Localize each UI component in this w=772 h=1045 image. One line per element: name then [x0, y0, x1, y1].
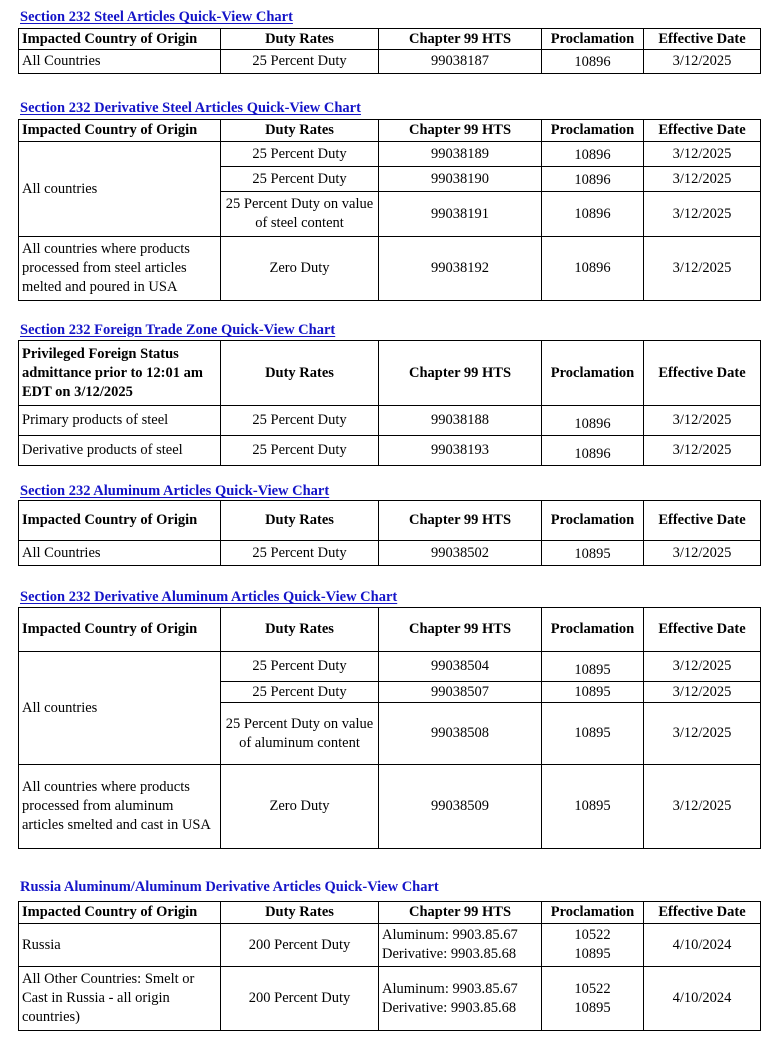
cell-duty: 25 Percent Duty [221, 436, 379, 466]
header-proclamation: Proclamation [542, 120, 644, 142]
table-header-row [19, 341, 761, 406]
cell-hts: 99038193 [379, 436, 542, 466]
table-row [19, 924, 761, 967]
cell-proclamation: 10895 [542, 703, 644, 765]
cell-country: All Countries [19, 50, 221, 74]
russia-table [18, 901, 761, 1031]
table-row [19, 765, 761, 849]
table-header-row [19, 120, 761, 142]
cell-effective: 3/12/2025 [644, 652, 761, 682]
header-country: Impacted Country of Origin [19, 902, 221, 924]
cell-proclamation: 10896 [542, 142, 644, 167]
cell-effective: 3/12/2025 [644, 765, 761, 849]
header-hts: Chapter 99 HTS [379, 29, 542, 50]
cell-duty: 25 Percent Duty [221, 652, 379, 682]
cell-hts: 99038192 [379, 237, 542, 301]
cell-effective: 3/12/2025 [644, 682, 761, 703]
header-effective: Effective Date [644, 341, 761, 406]
table-header-row [19, 902, 761, 924]
derivative-steel-chart-title: Section 232 Derivative Steel Articles Quick-View Chart [20, 100, 361, 116]
aluminum-table [18, 500, 761, 566]
header-duty: Duty Rates [221, 29, 379, 50]
header-duty: Duty Rates [221, 608, 379, 652]
cell-country: All Other Countries: Smelt or Cast in Russia - all origin countries) [19, 967, 221, 1031]
header-proclamation: Proclamation [542, 29, 644, 50]
cell-duty: 25 Percent Duty [221, 50, 379, 74]
ftz-chart-title: Section 232 Foreign Trade Zone Quick-View Chart [20, 322, 336, 338]
header-proclamation: Proclamation [542, 608, 644, 652]
header-duty: Duty Rates [221, 120, 379, 142]
table-row [19, 436, 761, 466]
header-privileged-status: Privileged Foreign Status admittance prior to 12:01 am EDT on 3/12/2025 [19, 341, 221, 406]
header-country: Impacted Country of Origin [19, 501, 221, 541]
proclamation-2: 10895 [574, 946, 611, 962]
header-country: Impacted Country of Origin [19, 608, 221, 652]
header-proclamation: Proclamation [542, 902, 644, 924]
cell-effective: 3/12/2025 [644, 142, 761, 167]
cell-duty: 25 Percent Duty on value of steel content [221, 192, 379, 237]
russia-chart-title: Russia Aluminum/Aluminum Derivative Articles Quick-View Chart [20, 879, 439, 895]
cell-proclamation: 10896 [542, 167, 644, 192]
cell-proclamation: 10896 [542, 237, 644, 301]
cell-effective: 3/12/2025 [644, 541, 761, 566]
table-row [19, 541, 761, 566]
steel-table [18, 28, 761, 74]
cell-country: Derivative products of steel [19, 436, 221, 466]
header-duty: Duty Rates [221, 902, 379, 924]
table-row [19, 142, 761, 167]
cell-effective: 3/12/2025 [644, 237, 761, 301]
steel-chart-title: Section 232 Steel Articles Quick-View Chart [20, 9, 293, 25]
header-hts: Chapter 99 HTS [379, 608, 542, 652]
cell-effective: 3/12/2025 [644, 50, 761, 74]
header-effective: Effective Date [644, 120, 761, 142]
cell-hts: 99038189 [379, 142, 542, 167]
header-effective: Effective Date [644, 608, 761, 652]
hts-aluminum: Aluminum: 9903.85.67 [382, 927, 518, 943]
cell-hts: 99038188 [379, 406, 542, 436]
cell-proclamation: 10896 [542, 192, 644, 237]
derivative-aluminum-table [18, 607, 761, 849]
cell-duty: 200 Percent Duty [221, 924, 379, 967]
cell-effective: 3/12/2025 [644, 192, 761, 237]
header-hts: Chapter 99 HTS [379, 341, 542, 406]
header-country: Impacted Country of Origin [19, 29, 221, 50]
proclamation-1: 10522 [574, 980, 611, 997]
proclamation-2: 10895 [574, 999, 611, 1016]
header-country: Impacted Country of Origin [19, 120, 221, 142]
table-header-row [19, 608, 761, 652]
cell-proclamation [542, 967, 644, 1031]
cell-effective: 4/10/2024 [644, 967, 761, 1031]
cell-duty: 25 Percent Duty [221, 142, 379, 167]
table-header-row [19, 29, 761, 50]
cell-country: All Countries [19, 541, 221, 566]
cell-hts: 99038502 [379, 541, 542, 566]
cell-effective: 4/10/2024 [644, 924, 761, 967]
cell-country: All countries where products processed from steel articles melted and poured in USA [19, 237, 221, 301]
cell-effective: 3/12/2025 [644, 703, 761, 765]
cell-duty: 25 Percent Duty [221, 682, 379, 703]
table-row [19, 237, 761, 301]
hts-derivative: Derivative: 9903.85.68 [382, 999, 517, 1016]
header-hts: Chapter 99 HTS [379, 120, 542, 142]
header-proclamation: Proclamation [542, 501, 644, 541]
ftz-table [18, 340, 761, 466]
cell-proclamation [542, 924, 644, 967]
cell-duty: 25 Percent Duty on value of aluminum content [221, 703, 379, 765]
cell-duty: 25 Percent Duty [221, 406, 379, 436]
cell-duty: Zero Duty [221, 765, 379, 849]
cell-effective: 3/12/2025 [644, 406, 761, 436]
header-effective: Effective Date [644, 501, 761, 541]
derivative-aluminum-chart-title: Section 232 Derivative Aluminum Articles Quick-View Chart [20, 589, 398, 605]
table-row [19, 50, 761, 74]
cell-hts: 99038190 [379, 167, 542, 192]
header-effective: Effective Date [644, 902, 761, 924]
aluminum-chart-title: Section 232 Aluminum Articles Quick-View Chart [20, 483, 330, 499]
cell-country-group: All countries [19, 142, 221, 237]
cell-duty: 25 Percent Duty [221, 541, 379, 566]
header-proclamation: Proclamation [542, 341, 644, 406]
table-header-row [19, 501, 761, 541]
cell-hts: 99038509 [379, 765, 542, 849]
table-row [19, 967, 761, 1031]
cell-effective: 3/12/2025 [644, 436, 761, 466]
hts-derivative: Derivative: 9903.85.68 [382, 946, 517, 962]
header-duty: Duty Rates [221, 501, 379, 541]
header-hts: Chapter 99 HTS [379, 902, 542, 924]
cell-country: Primary products of steel [19, 406, 221, 436]
header-effective: Effective Date [644, 29, 761, 50]
cell-hts: 99038507 [379, 682, 542, 703]
cell-country: All countries where products processed from aluminum articles smelted and cast in USA [19, 765, 221, 849]
cell-hts: 99038191 [379, 192, 542, 237]
cell-proclamation: 10896 [542, 436, 644, 466]
cell-hts: 99038504 [379, 652, 542, 682]
header-duty: Duty Rates [221, 341, 379, 406]
cell-duty: 25 Percent Duty [221, 167, 379, 192]
table-row [19, 652, 761, 682]
cell-proclamation: 10895 [542, 541, 644, 566]
cell-proclamation: 10896 [542, 50, 644, 74]
proclamation-1: 10522 [574, 927, 611, 943]
derivative-steel-table [18, 119, 761, 301]
cell-hts [379, 967, 542, 1031]
cell-hts: 99038508 [379, 703, 542, 765]
cell-proclamation: 10895 [542, 682, 644, 703]
cell-hts [379, 924, 542, 967]
table-row [19, 406, 761, 436]
cell-country: Russia [19, 924, 221, 967]
cell-proclamation: 10895 [542, 652, 644, 682]
cell-duty: 200 Percent Duty [221, 967, 379, 1031]
cell-effective: 3/12/2025 [644, 167, 761, 192]
header-hts: Chapter 99 HTS [379, 501, 542, 541]
hts-aluminum: Aluminum: 9903.85.67 [382, 980, 518, 997]
cell-proclamation: 10895 [542, 765, 644, 849]
cell-proclamation: 10896 [542, 406, 644, 436]
cell-duty: Zero Duty [221, 237, 379, 301]
cell-hts: 99038187 [379, 50, 542, 74]
cell-country-group: All countries [19, 652, 221, 765]
